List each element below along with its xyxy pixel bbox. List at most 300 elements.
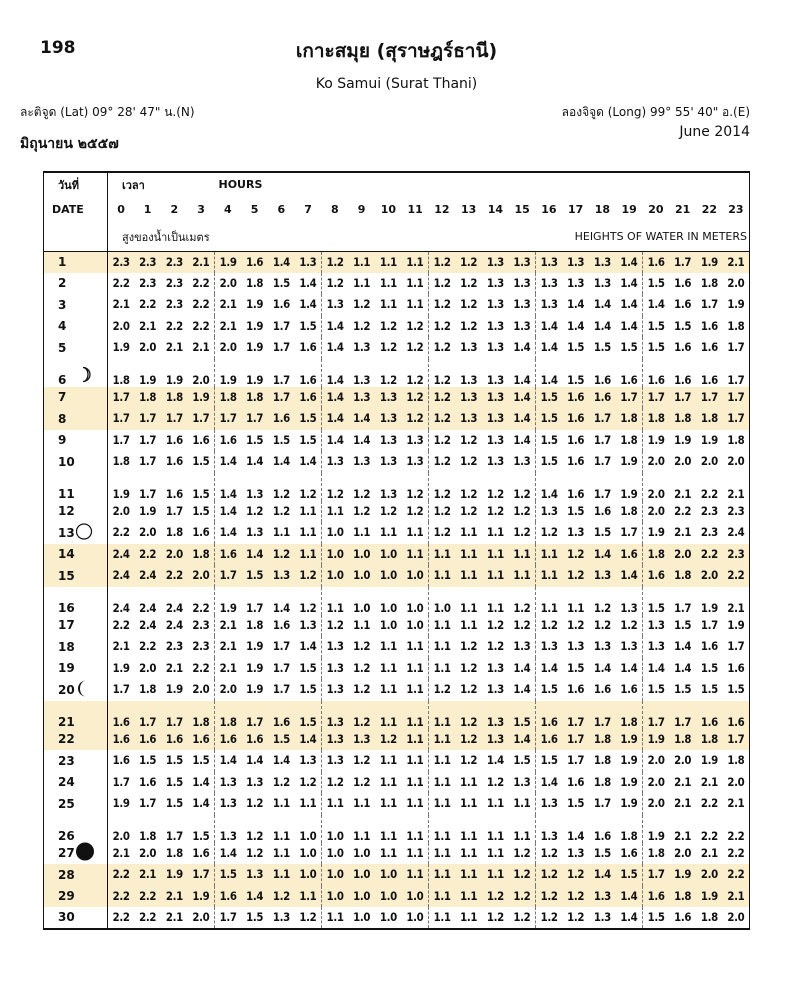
table-row — [44, 337, 750, 359]
water-height-cell: 2.3 — [727, 504, 745, 518]
water-height-cell: 2.0 — [727, 775, 745, 789]
water-height-cell: 1.1 — [379, 661, 397, 675]
water-height-cell: 1.2 — [460, 640, 478, 654]
water-height-cell: 1.4 — [219, 487, 237, 501]
water-height-cell: 1.5 — [567, 504, 585, 518]
water-height-cell: 2.2 — [161, 565, 188, 587]
water-height-cell: 1.7 — [723, 729, 750, 751]
date-cell — [44, 907, 108, 929]
water-height-cell: 1.8 — [161, 387, 188, 409]
water-height-cell: 1.7 — [616, 387, 643, 409]
table-row — [44, 451, 750, 473]
water-height-cell: 1.5 — [246, 910, 264, 924]
water-height-cell: 1.5 — [540, 754, 558, 768]
date-cell — [44, 359, 108, 387]
water-height-cell: 1.1 — [402, 815, 429, 843]
date-cell — [44, 251, 108, 273]
table-row — [44, 565, 750, 587]
water-height-cell: 1.6 — [188, 843, 215, 865]
water-height-cell: 1.3 — [616, 636, 643, 658]
water-height-cell: 1.3 — [562, 251, 589, 273]
water-height-cell: 1.7 — [165, 504, 183, 518]
water-height-cell: 2.0 — [219, 341, 237, 355]
water-height-cell: 2.1 — [219, 298, 237, 312]
water-height-cell: 1.1 — [433, 640, 451, 654]
water-height-cell: 1.5 — [567, 661, 585, 675]
water-height-cell: 1.8 — [215, 701, 242, 729]
water-height-cell: 1.5 — [268, 729, 295, 751]
water-height-cell: 1.7 — [139, 433, 157, 447]
water-height-cell: 1.3 — [540, 298, 558, 312]
water-height-cell: 1.6 — [674, 373, 692, 387]
water-height-cell: 1.8 — [139, 683, 157, 697]
water-height-cell: 1.4 — [567, 829, 585, 843]
water-height-cell: 1.2 — [433, 319, 451, 333]
water-height-cell: 1.3 — [353, 341, 371, 355]
water-height-cell: 1.3 — [589, 251, 616, 273]
water-height-cell: 1.4 — [326, 433, 344, 447]
water-height-cell: 1.7 — [272, 373, 290, 387]
water-height-cell: 1.1 — [379, 276, 397, 290]
water-height-cell: 1.1 — [509, 544, 536, 566]
water-height-cell: 1.1 — [486, 829, 504, 843]
date-cell — [44, 886, 108, 908]
water-height-cell: 2.2 — [108, 886, 135, 908]
water-height-cell: 1.2 — [509, 843, 536, 865]
water-height-cell: 1.9 — [616, 451, 643, 473]
day-number: 10 — [58, 454, 75, 469]
water-height-cell: 1.4 — [509, 729, 536, 751]
water-height-cell: 1.2 — [509, 907, 536, 929]
hour-header: 5 — [250, 203, 259, 216]
water-height-cell: 1.5 — [246, 433, 264, 447]
water-height-cell: 2.1 — [674, 829, 692, 843]
water-height-cell: 1.6 — [616, 359, 643, 387]
water-height-cell: 1.1 — [295, 793, 322, 815]
water-height-cell: 2.0 — [188, 679, 215, 701]
water-height-cell: 1.6 — [700, 341, 718, 355]
moon-phase-new-icon — [75, 842, 95, 865]
height-label-thai: สูงของน้ำเป็นเมตร — [108, 223, 429, 251]
water-height-cell: 1.0 — [379, 910, 397, 924]
water-height-cell: 1.3 — [486, 433, 504, 447]
water-height-cell: 1.4 — [353, 433, 371, 447]
water-height-cell: 1.6 — [567, 775, 585, 789]
water-height-cell: 1.8 — [616, 408, 643, 430]
water-height-cell: 2.1 — [723, 886, 750, 908]
water-height-cell: 1.2 — [429, 408, 456, 430]
water-height-cell: 1.6 — [567, 683, 585, 697]
water-height-cell: 1.5 — [616, 337, 643, 359]
day-number: 30 — [58, 910, 75, 925]
water-height-cell: 1.2 — [295, 587, 322, 615]
date-cell — [44, 273, 108, 295]
water-height-cell: 1.5 — [536, 408, 563, 430]
water-height-cell: 1.1 — [402, 864, 429, 886]
water-height-cell: 1.8 — [727, 754, 745, 768]
water-height-cell: 1.8 — [246, 618, 264, 632]
water-height-cell: 2.2 — [112, 910, 130, 924]
water-height-cell: 1.2 — [353, 640, 371, 654]
water-height-cell: 1.2 — [429, 387, 456, 409]
water-height-cell: 2.1 — [219, 640, 237, 654]
hour-header: 0 — [117, 203, 125, 216]
hour-header: 14 — [487, 203, 504, 216]
water-height-cell: 1.4 — [616, 294, 643, 316]
water-height-cell: 1.1 — [268, 864, 295, 886]
water-height-cell: 1.3 — [540, 797, 558, 811]
hour-header: 1 — [143, 203, 152, 216]
water-height-cell: 1.1 — [353, 829, 371, 843]
water-height-cell: 1.4 — [540, 373, 558, 387]
table-row — [44, 387, 750, 409]
water-height-cell: 1.8 — [643, 544, 670, 566]
water-height-cell: 1.2 — [460, 455, 478, 469]
water-height-cell: 1.5 — [700, 683, 718, 697]
water-height-cell: 2.1 — [188, 337, 215, 359]
water-height-cell: 1.8 — [647, 846, 665, 860]
water-height-cell: 1.8 — [589, 729, 616, 751]
water-height-cell: 1.3 — [593, 910, 611, 924]
hour-header: 18 — [594, 203, 611, 216]
water-height-cell: 2.0 — [188, 359, 215, 387]
water-height-cell: 1.5 — [593, 526, 611, 540]
water-height-cell: 1.1 — [379, 298, 397, 312]
water-height-cell: 1.3 — [241, 864, 268, 886]
water-height-cell: 1.0 — [433, 601, 451, 615]
water-height-cell: 1.3 — [567, 640, 585, 654]
water-height-cell: 1.3 — [326, 754, 344, 768]
water-height-cell: 1.7 — [669, 387, 696, 409]
water-height-cell: 1.7 — [272, 640, 290, 654]
water-height-cell: 1.5 — [295, 408, 322, 430]
water-height-cell: 1.5 — [647, 319, 665, 333]
water-height-cell: 1.2 — [509, 522, 536, 544]
water-height-cell: 1.5 — [188, 501, 215, 523]
water-height-cell: 1.7 — [696, 387, 723, 409]
water-height-cell: 1.3 — [593, 640, 611, 654]
water-height-cell: 1.1 — [460, 910, 478, 924]
water-height-cell: 1.7 — [643, 387, 670, 409]
water-height-cell: 1.3 — [486, 373, 504, 387]
water-height-cell: 1.2 — [326, 487, 344, 501]
water-height-cell: 2.1 — [188, 251, 215, 273]
water-height-cell: 1.5 — [647, 601, 665, 615]
water-height-cell: 2.2 — [188, 316, 215, 338]
water-height-cell: 1.6 — [188, 729, 215, 751]
water-height-cell: 2.4 — [165, 601, 183, 615]
hour-header: 7 — [304, 203, 312, 216]
water-height-cell: 1.5 — [295, 658, 322, 680]
water-height-cell: 1.5 — [509, 701, 536, 729]
water-height-cell: 1.1 — [402, 679, 429, 701]
day-number: 28 — [58, 867, 75, 882]
water-height-cell: 1.0 — [295, 864, 322, 886]
water-height-cell: 1.9 — [727, 618, 745, 632]
water-height-cell: 1.4 — [616, 251, 643, 273]
water-height-cell: 1.4 — [219, 526, 237, 540]
table-row — [44, 615, 750, 637]
water-height-cell: 1.1 — [326, 504, 344, 518]
water-height-cell: 2.2 — [700, 797, 718, 811]
day-number: 13 — [58, 525, 75, 540]
water-height-cell: 1.2 — [353, 487, 371, 501]
water-height-cell: 1.5 — [647, 683, 665, 697]
water-height-cell: 1.2 — [433, 504, 451, 518]
water-height-cell: 1.1 — [429, 701, 456, 729]
water-height-cell: 2.2 — [700, 829, 718, 843]
water-height-cell: 1.6 — [674, 276, 692, 290]
water-height-cell: 1.9 — [246, 640, 264, 654]
water-height-cell: 1.7 — [188, 408, 215, 430]
water-height-cell: 1.3 — [402, 451, 429, 473]
hour-header: 8 — [331, 203, 339, 216]
water-height-cell: 1.8 — [616, 430, 643, 452]
water-height-cell: 1.8 — [616, 815, 643, 843]
water-height-cell: 1.7 — [589, 408, 616, 430]
day-number: 16 — [58, 600, 75, 615]
header-row-hours — [44, 196, 750, 223]
water-height-cell: 1.2 — [402, 359, 429, 387]
water-height-cell: 1.4 — [188, 772, 215, 794]
water-height-cell: 1.2 — [246, 504, 264, 518]
day-number: 7 — [58, 390, 67, 405]
water-height-cell: 1.2 — [460, 754, 478, 768]
water-height-cell: 1.0 — [348, 864, 375, 886]
table-row — [44, 843, 750, 865]
water-height-cell: 1.7 — [669, 701, 696, 729]
water-height-cell: 1.7 — [589, 701, 616, 729]
water-height-cell: 1.3 — [509, 294, 536, 316]
day-number: 1 — [58, 255, 67, 269]
header-row-labels — [44, 172, 750, 196]
water-height-cell: 1.4 — [219, 846, 237, 860]
water-height-cell: 1.1 — [295, 522, 322, 544]
water-height-cell: 1.1 — [348, 251, 375, 273]
water-height-cell: 1.6 — [562, 408, 589, 430]
water-height-cell: 1.0 — [326, 829, 344, 843]
water-height-cell: 1.9 — [727, 298, 745, 312]
water-height-cell: 1.1 — [455, 544, 482, 566]
water-height-cell: 2.2 — [134, 886, 161, 908]
water-height-cell: 1.6 — [674, 341, 692, 355]
water-height-cell: 1.9 — [246, 683, 264, 697]
water-height-cell: 1.6 — [727, 661, 745, 675]
moon-phase-first-quarter-icon — [75, 366, 91, 385]
water-height-cell: 1.3 — [219, 829, 237, 843]
day-number: 17 — [58, 618, 75, 633]
hour-header: 4 — [224, 203, 232, 216]
water-height-cell: 2.0 — [112, 504, 130, 518]
water-height-cell: 1.1 — [455, 864, 482, 886]
water-height-cell: 1.8 — [727, 433, 745, 447]
water-height-cell: 1.4 — [540, 775, 558, 789]
water-height-cell: 1.1 — [460, 526, 478, 540]
water-height-cell: 1.9 — [246, 341, 264, 355]
water-height-cell: 1.1 — [402, 544, 429, 566]
water-height-cell: 1.7 — [188, 864, 215, 886]
water-height-cell: 2.1 — [112, 846, 130, 860]
water-height-cell: 1.3 — [219, 775, 237, 789]
table-row — [44, 907, 750, 929]
water-height-cell: 1.9 — [139, 504, 157, 518]
water-height-cell: 1.4 — [593, 319, 611, 333]
water-height-cell: 1.6 — [112, 754, 130, 768]
water-height-cell: 1.2 — [460, 319, 478, 333]
water-height-cell: 2.2 — [727, 846, 745, 860]
water-height-cell: 2.0 — [139, 526, 157, 540]
hour-header: 9 — [357, 203, 366, 216]
water-height-cell: 1.2 — [562, 565, 589, 587]
water-height-cell: 1.1 — [353, 618, 371, 632]
water-height-cell: 1.2 — [460, 487, 478, 501]
water-height-cell: 1.9 — [139, 373, 157, 387]
date-cell — [44, 565, 108, 587]
water-height-cell: 1.2 — [353, 754, 371, 768]
water-height-cell: 1.3 — [348, 387, 375, 409]
water-height-cell: 1.0 — [402, 587, 429, 615]
water-height-cell: 1.4 — [567, 298, 585, 312]
water-height-cell: 1.3 — [322, 701, 349, 729]
water-height-cell: 1.3 — [375, 387, 402, 409]
water-height-cell: 1.2 — [540, 846, 558, 860]
water-height-cell: 2.3 — [165, 640, 183, 654]
water-height-cell: 2.1 — [674, 797, 692, 811]
water-height-cell: 1.4 — [246, 754, 264, 768]
water-height-cell: 1.8 — [700, 910, 718, 924]
water-height-cell: 2.1 — [219, 661, 237, 675]
water-height-cell: 1.1 — [402, 294, 429, 316]
water-height-cell: 1.6 — [567, 433, 585, 447]
water-height-cell: 1.7 — [616, 522, 643, 544]
day-number: 24 — [58, 775, 75, 790]
water-height-cell: 1.0 — [295, 843, 322, 865]
water-height-cell: 1.4 — [567, 319, 585, 333]
water-height-cell: 2.4 — [112, 601, 130, 615]
water-height-cell: 1.6 — [215, 544, 242, 566]
water-height-cell: 1.7 — [246, 601, 264, 615]
water-height-cell: 1.3 — [509, 251, 536, 273]
water-height-cell: 1.1 — [375, 701, 402, 729]
water-height-cell: 1.2 — [509, 886, 536, 908]
water-height-cell: 1.1 — [429, 565, 456, 587]
water-height-cell: 2.0 — [700, 455, 718, 469]
water-height-cell: 1.3 — [353, 455, 371, 469]
table-row — [44, 701, 750, 729]
water-height-cell: 1.6 — [241, 251, 268, 273]
water-height-cell: 1.0 — [353, 910, 371, 924]
table-row — [44, 544, 750, 566]
water-height-cell: 1.6 — [700, 319, 718, 333]
water-height-cell: 1.6 — [536, 729, 563, 751]
water-height-cell: 1.4 — [616, 907, 643, 929]
water-height-cell: 2.2 — [188, 273, 215, 295]
water-height-cell: 1.7 — [669, 251, 696, 273]
water-height-cell: 1.6 — [165, 455, 183, 469]
water-height-cell: 1.3 — [540, 504, 558, 518]
water-height-cell: 1.3 — [375, 408, 402, 430]
water-height-cell: 1.3 — [486, 341, 504, 355]
water-height-cell: 1.3 — [647, 618, 665, 632]
water-height-cell: 1.1 — [567, 601, 585, 615]
water-height-cell: 1.2 — [353, 661, 371, 675]
water-height-cell: 1.2 — [509, 473, 536, 501]
day-number: 21 — [58, 714, 75, 729]
water-height-cell: 1.7 — [723, 408, 750, 430]
hour-header: 22 — [701, 203, 718, 216]
water-height-cell: 2.1 — [700, 775, 718, 789]
water-height-cell: 1.2 — [272, 775, 290, 789]
water-height-cell: 1.5 — [540, 455, 558, 469]
water-height-cell: 1.4 — [326, 341, 344, 355]
water-height-cell: 1.5 — [272, 433, 290, 447]
water-height-cell: 1.4 — [246, 455, 264, 469]
hour-header: 15 — [514, 203, 530, 216]
water-height-cell: 1.9 — [616, 729, 643, 751]
moon-phase-last-quarter-icon — [75, 679, 91, 700]
water-height-cell: 1.6 — [295, 387, 322, 409]
water-height-cell: 1.6 — [272, 298, 290, 312]
water-height-cell: 1.1 — [272, 797, 290, 811]
water-height-cell: 1.2 — [486, 618, 504, 632]
water-height-cell: 1.4 — [540, 661, 558, 675]
water-height-cell: 1.4 — [272, 455, 290, 469]
day-number: 8 — [58, 411, 67, 426]
water-height-cell: 2.0 — [161, 544, 188, 566]
water-height-cell: 1.0 — [402, 907, 429, 929]
water-height-cell: 1.1 — [455, 886, 482, 908]
water-height-cell: 1.8 — [215, 387, 242, 409]
water-height-cell: 1.2 — [375, 729, 402, 751]
water-height-cell: 1.0 — [402, 886, 429, 908]
water-height-cell: 1.4 — [593, 298, 611, 312]
water-height-cell: 1.4 — [188, 793, 215, 815]
water-height-cell: 1.4 — [509, 337, 536, 359]
water-height-cell: 1.4 — [241, 544, 268, 566]
water-height-cell: 1.1 — [509, 565, 536, 587]
water-height-cell: 1.6 — [567, 487, 585, 501]
water-height-cell: 1.5 — [674, 618, 692, 632]
water-height-cell: 2.4 — [139, 601, 157, 615]
water-height-cell: 1.7 — [161, 408, 188, 430]
water-height-cell: 1.2 — [540, 618, 558, 632]
latitude-label: ละติจูด (Lat) 09° 28' 47" น.(N) — [20, 105, 195, 119]
date-cell — [44, 729, 108, 751]
water-height-cell: 1.2 — [509, 587, 536, 615]
water-height-cell: 1.9 — [669, 864, 696, 886]
header-row-units — [44, 223, 750, 251]
water-height-cell: 1.6 — [165, 433, 183, 447]
water-height-cell: 2.4 — [108, 544, 135, 566]
water-height-cell: 2.3 — [700, 526, 718, 540]
water-height-cell: 1.4 — [540, 487, 558, 501]
water-height-cell: 2.2 — [165, 319, 183, 333]
water-height-cell: 2.2 — [188, 658, 215, 680]
water-height-cell: 1.6 — [295, 337, 322, 359]
water-height-cell: 1.7 — [112, 683, 130, 697]
water-height-cell: 2.0 — [674, 754, 692, 768]
water-height-cell: 1.2 — [326, 775, 344, 789]
water-height-cell: 1.1 — [433, 846, 451, 860]
water-height-cell: 1.5 — [567, 373, 585, 387]
water-height-cell: 1.8 — [616, 701, 643, 729]
water-height-cell: 1.8 — [188, 544, 215, 566]
water-height-cell: 1.6 — [723, 701, 750, 729]
water-height-cell: 1.4 — [241, 886, 268, 908]
water-height-cell: 1.0 — [375, 886, 402, 908]
hour-header: 2 — [170, 203, 179, 216]
water-height-cell: 1.2 — [402, 387, 429, 409]
